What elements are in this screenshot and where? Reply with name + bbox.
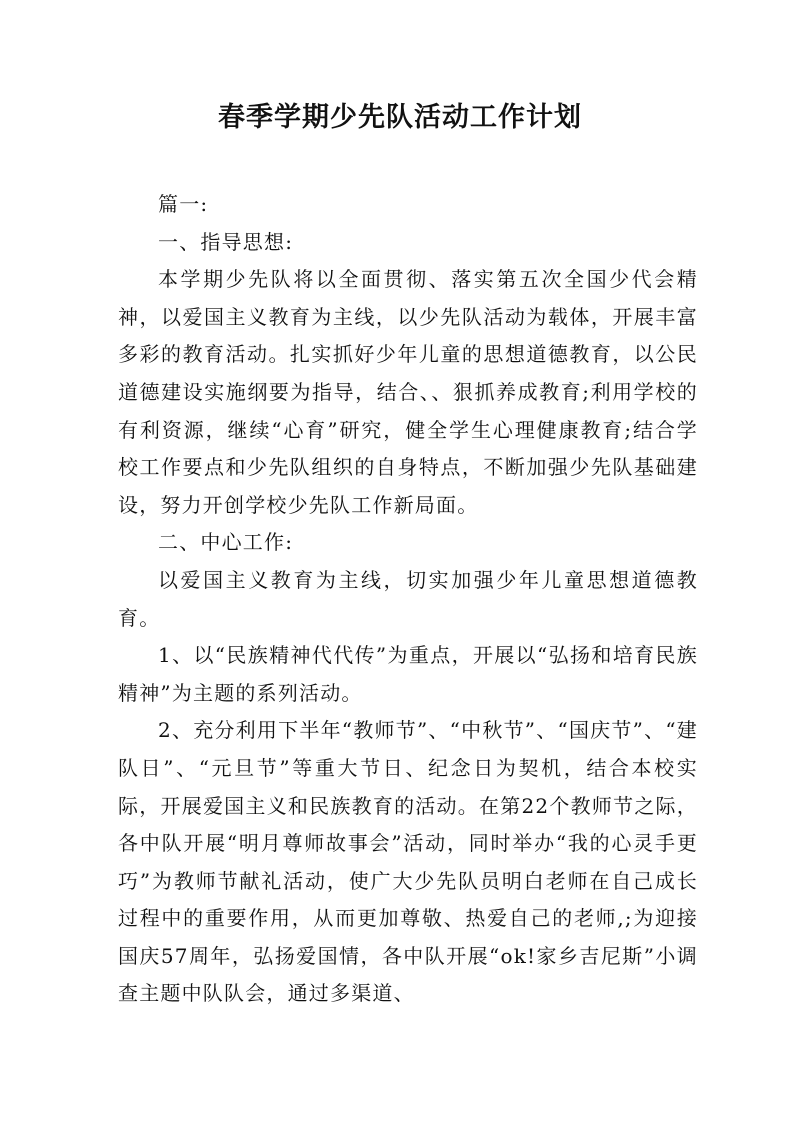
section-label: 篇一: (158, 192, 209, 216)
paragraph-central-work: 以爱国主义教育为主线，切实加强少年儿童思想道德教育。 (118, 567, 698, 630)
paragraph-guiding-thought: 本学期少先队将以全面贯彻、落实第五次全国少代会精神，以爱国主义教育为主线，以少先队活动为载体，开展丰富多彩的教育活动。扎实抓好少年儿童的思想道德教育，以公民道德建设实施纲要为指导，结合、、狠抓养成教育;利用学校的有利资源，继续“心育”研究，健全学生心理健康教育;结合学校工作要点和少先队组织的自身特点，不断加强少先队基础建设，努力开创学校少先队工作新局面。 (118, 267, 698, 517)
list-item-1: 1、以“民族精神代代传”为重点，开展以“弘扬和培育民族精神”为主题的系列活动。 (118, 643, 698, 705)
list-item-2: 2、充分利用下半年“教师节”、“中秋节”、“国庆节”、“建队日”、“元旦节”等重大节日、纪念日为契机，结合本校实际，开展爱国主义和民族教育的活动。在第22个教师节之际，各中队开展“明月尊师故事会”活动，同时举办“我的心灵手更巧”为教师节献礼活动，使广大少先队员明白老师在自己成长过程中的重要作用，从而更加尊敬、热爱自己的老师,;为迎接国庆57周年，弘扬爱国情，各中队开展“ok!家乡吉尼斯”小调查主题中队队会，通过多渠道、 (118, 718, 698, 1006)
heading-guiding-thought: 一、指导思想: (158, 229, 294, 254)
heading-central-work: 二、中心工作: (158, 530, 294, 555)
document-title: 春季学期少先队活动工作计划 (218, 102, 582, 133)
document-body (118, 186, 698, 1013)
